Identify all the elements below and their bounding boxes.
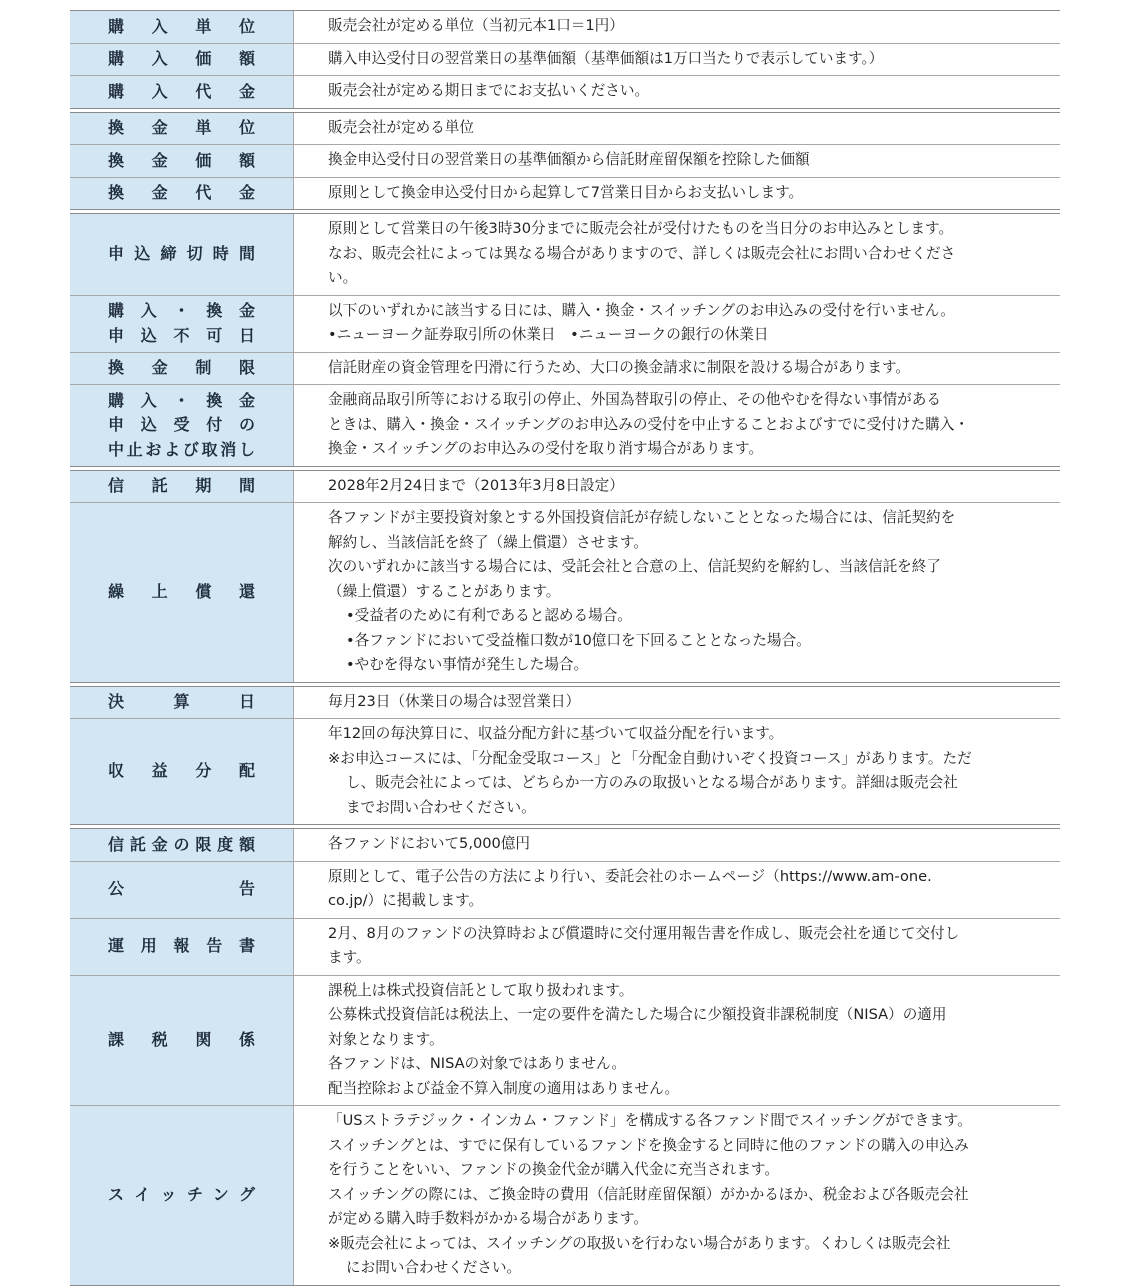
row-label [70,1106,294,1285]
row-label-line: 換金制限 [108,358,255,377]
row-label-line: 購入代金 [108,81,255,101]
row-content-line: い。 [328,269,358,286]
table-row [70,43,1060,76]
row-content-line: 各ファンドにおいて5,000億円 [328,835,531,852]
row-label [70,385,294,466]
row-content-line: 購入申込受付日の翌営業日の基準価額（基準価額は1万口当たりで表示しています。） [328,49,884,67]
row-content [294,353,1060,385]
row-content [294,385,1060,466]
row-label [70,919,294,975]
row-label [70,76,294,108]
table-row [70,352,1060,385]
table-row [70,829,1060,861]
row-content [294,178,1060,210]
table-row [70,471,1060,503]
row-content-line: 課税上は株式投資信託として取り扱われます。 [328,981,634,999]
row-content-line: co.jp/）に掲載します。 [328,892,484,909]
row-label-line: 申込不可日 [108,325,255,345]
row-content-line: •ニューヨーク証券取引所の休業日 •ニューヨークの銀行の休業日 [328,326,769,343]
row-content [294,11,1060,43]
row-content-line: 換金・スイッチングのお申込みの受付を取り消す場合があります。 [328,440,764,457]
row-label [70,829,294,861]
row-content [294,1106,1060,1285]
row-content-line: 以下のいずれかに該当する日には、購入・換金・スイッチングのお申込みの受付を行いません。 [328,301,955,319]
table-row [70,918,1060,975]
row-label [70,178,294,210]
row-content [294,862,1060,918]
row-content-line: スイッチングの際には、ご換金時の費用（信託財産留保額）がかかるほか、税金および各販売会社 [328,1185,969,1203]
row-content-line: 2月、8月のファンドの決算時および償還時に交付運用報告書を作成し、販売会社を通じて交付し [328,924,960,942]
row-label-line: 信託金の限度額 [108,834,255,854]
row-label-line: 課税関係 [108,1030,255,1049]
table-section [70,828,1060,1286]
row-content-line: •やむを得ない事情が発生した場合。 [346,656,589,673]
row-label-line: スイッチング [108,1185,255,1204]
row-label-line: 購入・換金 [108,301,255,320]
row-content-line: なお、販売会社によっては異なる場合がありますので、詳しくは販売会社にお問い合わせくださ [328,244,956,262]
row-content-line: ※お申込コースには、「分配金受取コース」と「分配金自動けいぞく投資コース」があります。ただ [328,749,972,767]
row-content-line: 次のいずれかに該当する場合には、受託会社と合意の上、信託契約を解約し、当該信託を終了 [328,558,941,575]
row-label-line: 購入価額 [108,49,255,68]
row-content-line: スイッチングとは、すでに保有しているファンドを換金すると同時に他のファンドの購入の申込み [328,1136,969,1154]
row-content-line: 各ファンドは、NISAの対象ではありません。 [328,1055,627,1072]
row-content [294,719,1060,824]
row-content-line: 換金申込受付日の翌営業日の基準価額から信託財産留保額を控除した価額 [328,151,810,168]
row-content [294,44,1060,76]
row-content-line: （繰上償還）することがあります。 [328,582,561,600]
row-content-line: 対象となります。 [328,1030,444,1048]
table-row [70,177,1060,210]
row-content-line: を行うことをいい、ファンドの換金代金が購入代金に充当されます。 [328,1161,779,1178]
table-row [70,861,1060,918]
row-content-line: 毎月23日（休業日の場合は翌営業日） [328,692,581,710]
row-label-line: 中止および取消し [108,439,255,459]
row-label [70,44,294,76]
table-row [70,75,1060,108]
row-label [70,471,294,503]
row-content-line: 年12回の毎決算日に、収益分配方針に基づいて収益分配を行います。 [328,725,784,742]
table-section [70,10,1060,109]
row-content-line: 原則として、電子公告の方法により行い、委託会社のホームページ（https://www.am-one. [328,867,932,885]
row-content-line: 2028年2月24日まで（2013年3月8日設定） [328,476,624,494]
row-label-line: 申込締切時間 [108,244,255,263]
row-content-line: 原則として営業日の午後3時30分までに販売会社が受付けたものを当日分のお申込みとします。 [328,220,954,237]
row-content-line: 各ファンドが主要投資対象とする外国投資信託が存続しないこととなった場合には、信託契約を [328,509,956,526]
row-label-line: 申込受付の [108,415,255,434]
row-content [294,145,1060,177]
row-label [70,296,294,352]
row-content-line: •受益者のために有利であると認める場合。 [346,607,632,624]
row-content-line: にお問い合わせください。 [346,1259,522,1276]
table-section [70,213,1060,467]
row-content [294,113,1060,145]
row-content [294,214,1060,295]
table-row [70,687,1060,719]
table-section [70,112,1060,211]
row-content [294,503,1060,682]
table-row [70,214,1060,295]
row-label [70,214,294,295]
row-content-line: 信託財産の資金管理を円滑に行うため、大口の換金請求に制限を設ける場合があります。 [328,358,911,376]
row-label-line: 繰上償還 [108,582,255,601]
table-row [70,11,1060,43]
row-label-line: 運用報告書 [108,936,255,956]
row-label [70,862,294,918]
row-label [70,976,294,1106]
row-content-line: ときは、購入・換金・スイッチングのお申込みの受付を中止することおよびすでに受付けた購入・ [328,415,969,433]
row-content-line: 公募株式投資信託は税法上、一定の要件を満たした場合に少額投資非課税制度（NISA）の適用 [328,1006,947,1023]
row-content [294,296,1060,352]
row-content-line: 金融商品取引所等における取引の停止、外国為替取引の停止、その他やむを得ない事情がある [328,391,941,408]
row-content-line: までお問い合わせください。 [346,798,536,816]
row-label-line: 換金価額 [108,150,255,170]
table-row [70,295,1060,352]
row-label-line: 収益分配 [108,761,255,781]
row-label-line: 購入・換金 [108,390,255,410]
table-row [70,113,1060,145]
row-content [294,471,1060,503]
row-content-line: ます。 [328,949,371,966]
table-row [70,1105,1060,1285]
row-content [294,687,1060,719]
row-content-line: 販売会社が定める単位 [328,118,474,136]
row-content [294,919,1060,975]
row-label-line: 購入単位 [108,16,255,36]
row-label [70,503,294,682]
row-content-line: 販売会社が定める単位（当初元本1口＝1円） [328,17,624,34]
row-label-line: 決算日 [108,692,255,711]
row-label-line: 信託期間 [108,476,255,495]
row-label [70,719,294,824]
row-content [294,976,1060,1106]
row-content-line: し、販売会社によっては、どちらか一方のみの取扱いとなる場合があります。詳細は販売会社 [346,774,958,791]
fund-terms-table [70,10,1060,1286]
row-content-line: 配当控除および益金不算入制度の適用はありません。 [328,1079,680,1097]
row-label [70,687,294,719]
row-content-line: 解約し、当該信託を終了（繰上償還）させます。 [328,533,648,551]
table-row [70,502,1060,682]
row-content-line: •各ファンドにおいて受益権口数が10億口を下回ることとなった場合。 [346,631,811,649]
row-label-line: 公告 [108,879,255,899]
table-row [70,718,1060,824]
row-content-line: 原則として換金申込受付日から起算して7営業日目からお支払いします。 [328,183,804,201]
table-row [70,975,1060,1106]
row-content [294,76,1060,108]
row-content-line: が定める購入時手数料がかかる場合があります。 [328,1210,648,1227]
row-content [294,829,1060,861]
row-label-line: 換金単位 [108,118,255,137]
table-section [70,686,1060,826]
row-label [70,353,294,385]
row-label [70,145,294,177]
table-section [70,470,1060,683]
row-content-line: 「USストラテジック・インカム・ファンド」を構成する各ファンド間でスイッチングができます。 [328,1112,972,1129]
table-row [70,384,1060,466]
row-content-line: ※販売会社によっては、スイッチングの取扱いを行わない場合があります。くわしくは販売会社 [328,1234,951,1252]
row-label [70,113,294,145]
table-row [70,144,1060,177]
row-content-line: 販売会社が定める期日までにお支払いください。 [328,82,650,99]
row-label [70,11,294,43]
row-label-line: 換金代金 [108,183,255,202]
